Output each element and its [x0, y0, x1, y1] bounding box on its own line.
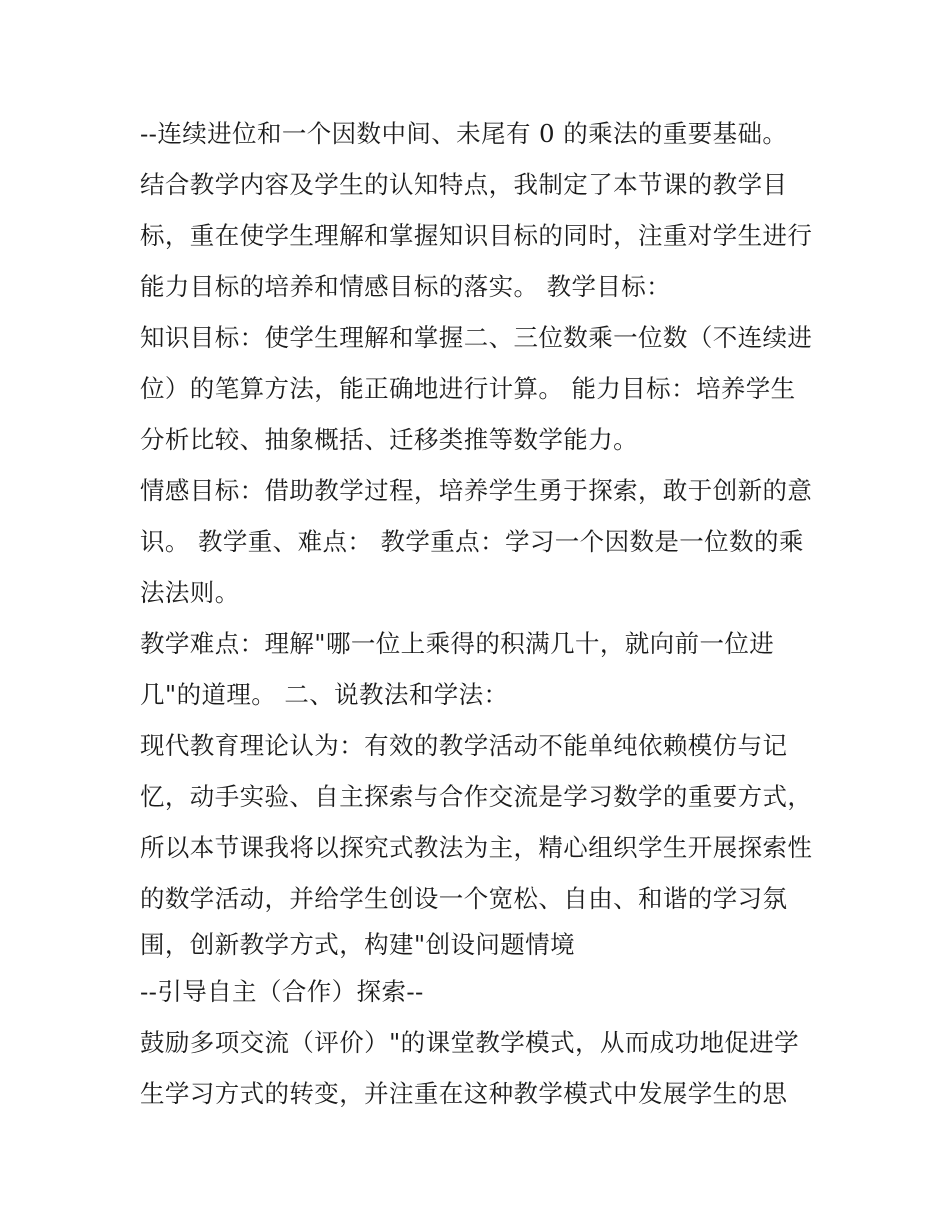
text-line: 标，重在使学生理解和掌握知识目标的同时，注重对学生进行: [140, 221, 813, 250]
text-line: 分析比较、抽象概括、迁移类推等数学能力。: [140, 425, 638, 454]
text-line: 所以本节课我将以探究式教法为主，精心组织学生开展探索性: [140, 833, 813, 862]
text-line: 情感目标：借助教学过程，培养学生勇于探索，敢于创新的意: [140, 476, 813, 505]
text-line: --连续进位和一个因数中间、未尾有 0 的乘法的重要基础。: [140, 119, 788, 148]
text-line: 生学习方式的转变，并注重在这种教学模式中发展学生的思: [140, 1079, 788, 1108]
text-line: 位）的笔算方法，能正确地进行计算。 能力目标：培养学生: [140, 374, 796, 403]
text-line: 结合教学内容及学生的认知特点，我制定了本节课的教学目: [140, 170, 788, 199]
text-line: 教学难点：理解"哪一位上乘得的积满几十，就向前一位进: [140, 629, 775, 658]
text-line: 法法则。: [140, 578, 240, 607]
text-line: 知识目标：使学生理解和掌握二、三位数乘一位数（不连续进: [140, 323, 813, 352]
text-line: 鼓励多项交流（评价）"的课堂教学模式，从而成功地促进学: [140, 1028, 800, 1057]
document-body: [140, 108, 820, 1119]
text-line: 围，创新教学方式，构建"创设问题情境: [140, 930, 575, 959]
text-line: 识。 教学重、难点： 教学重点：学习一个因数是一位数的乘: [140, 527, 804, 556]
text-line: 能力目标的培养和情感目标的落实。 教学目标：: [140, 272, 672, 301]
text-line: 几"的道理。 二、说教法和学法：: [140, 680, 509, 709]
text-line: 的数学活动，并给学生创设一个宽松、自由、和谐的学习氛: [140, 884, 788, 913]
text-line: 忆，动手实验、自主探索与合作交流是学习数学的重要方式，: [140, 782, 813, 811]
text-line: --引导自主（合作）探索--: [140, 977, 424, 1006]
text-line: 现代教育理论认为：有效的教学活动不能单纯依赖模仿与记: [140, 731, 788, 760]
